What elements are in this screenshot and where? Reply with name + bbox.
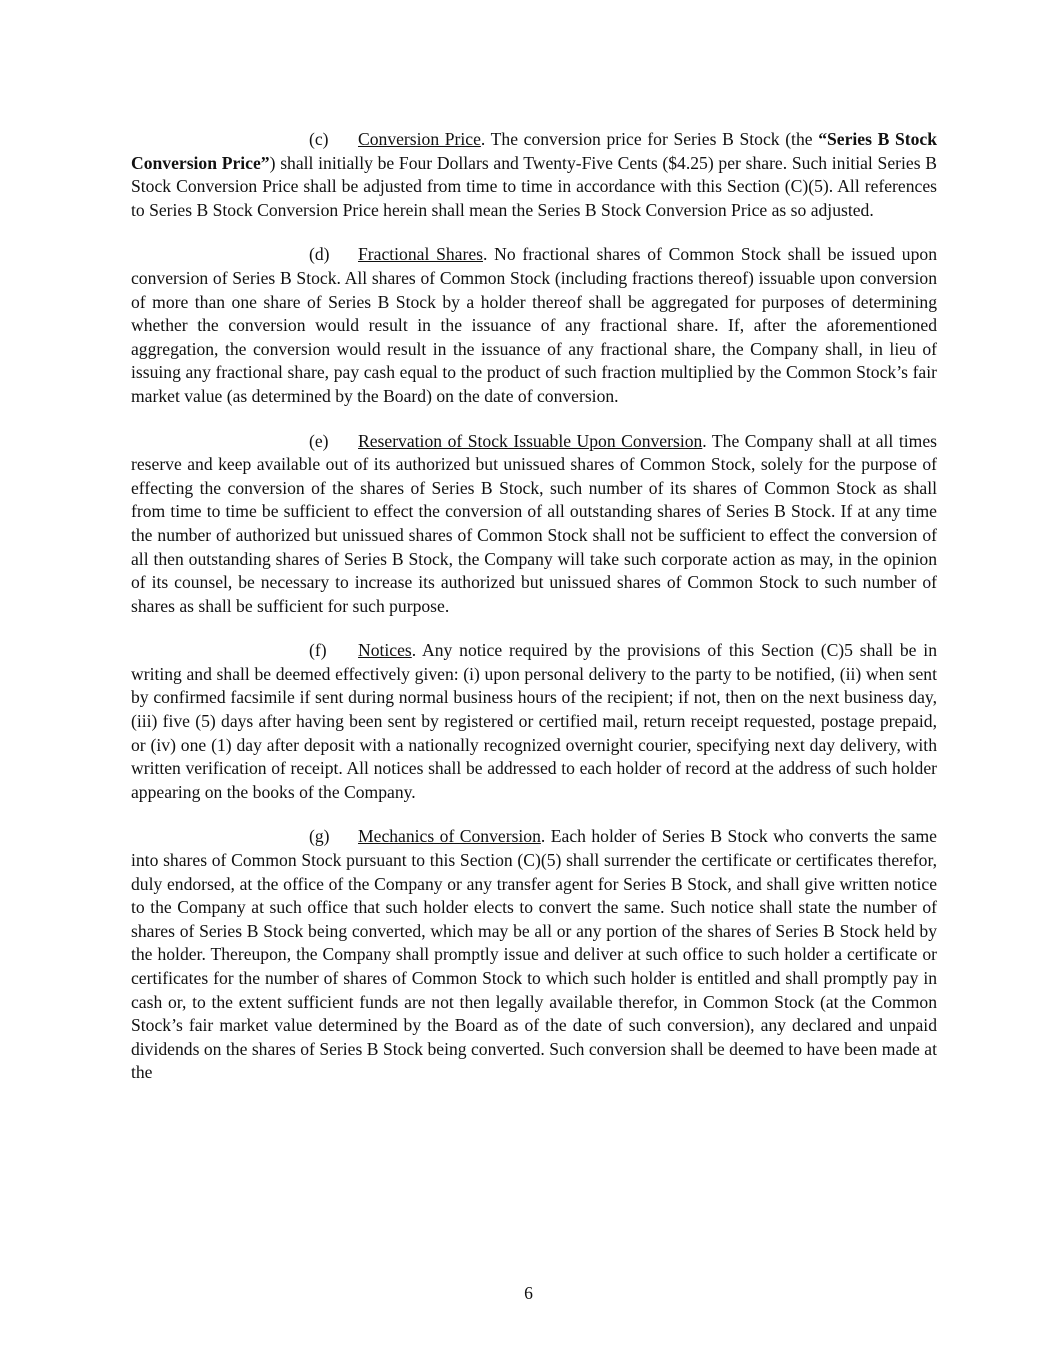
section-heading: Conversion Price: [358, 129, 481, 149]
paragraph-fractional-shares: (d) Fractional Shares. No fractional shares of Common Stock shall be issued upon conversion of Series B Stock. All shares of Common Stock (including fractions thereof) issuable upon conversion of more than one share of Series B Stock by a holder thereof shall be aggregated for purposes of determining whether the conversion would result in the issuance of any fractional share. If, after the aforementioned aggregation, the conversion would result in the issuance of any fractional share, the Company shall, in lieu of issuing any fractional share, pay cash equal to the product of such fraction multiplied by the Common Stock’s fair market value (as determined by the Board) on the date of conversion.: [131, 244, 937, 406]
paragraph-text: The conversion price for Series B Stock (the: [485, 129, 819, 149]
paragraph-number: (g): [309, 826, 330, 847]
paragraph-notices: (f) Notices. Any notice required by the provisions of this Section (C)5 shall be in writing and shall be deemed effectively given: (i) upon personal delivery to the party to be notified, (ii) when sent by confirmed facsimile if sent during normal business hours of the recipient; if not, then on the next business day, (iii) five (5) days after having been sent by registered or certified mail, return receipt requested, postage prepaid, or (iv) one (1) day after deposit with a nationally recognized overnight courier, specifying next day delivery, with written verification of receipt. All notices shall be addressed to each holder of record at the address of such holder appearing on the books of the Company.: [131, 640, 937, 802]
paragraph-mechanics-of-conversion: (g) Mechanics of Conversion. Each holder of Series B Stock who converts the same into shares of Common Stock pursuant to this Section (C)(5) shall surrender the certificate or certificates therefor, duly endorsed, at the office of the Company or any transfer agent for Series B Stock, and shall give written notice to the Company at such office that such holder elects to convert the same. Such notice shall state the number of shares of Series B Stock being converted, which may be all or any portion of the shares of Series B Stock held by the holder. Thereupon, the Company shall promptly issue and deliver at such office to such holder a certificate or certificates for the number of shares of Common Stock to which such holder is entitled and shall promptly pay in cash or, to the extent sufficient funds are not then legally available therefor, in Common Stock (at the Common Stock’s fair market value determined by the Board as of the date of such conversion), any declared and unpaid dividends on the shares of Series B Stock being converted. Such conversion shall be deemed to have been made at the: [131, 826, 937, 1083]
paragraph-number: (f): [309, 640, 327, 661]
paragraph-text: Any notice required by the provisions of this Section (C)5 shall be in writing and shall be deemed effectively given: (i) upon personal delivery to the party to be notified, (ii) when sent by confirmed facsimile if sent during normal business hours of the recipient; if not, then on the next business day, (iii) five (5) days after having been sent by registered or certified mail, return receipt requested, postage prepaid, or (iv) one (1) day after deposit with a nationally recognized overnight courier, specifying next day delivery, with written verification of receipt. All notices shall be addressed to each holder of record at the address of such holder appearing on the books of the Company.: [131, 640, 937, 802]
page-number: 6: [524, 1283, 533, 1303]
paragraph-text: ) shall initially be Four Dollars and Twenty-Five Cents ($4.25) per share. Such initial Series B Stock Conversion Price shall be adjusted from time to time in accordance with this Section (C)(5). All references to Series B Stock Conversion Price herein shall mean the Series B Stock Conversion Price as so adjusted.: [131, 152, 937, 220]
paragraph-text: No fractional shares of Common Stock shall be issued upon conversion of Series B Stock. All shares of Common Stock (including fractions thereof) issuable upon conversion of more than one share of Series B Stock by a holder thereof shall be aggregated for purposes of determining whether the conversion would result in the issuance of any fractional share. If, after the aforementioned aggregation, the conversion would result in the issuance of any fractional share, the Company shall, in lieu of issuing any fractional share, pay cash equal to the product of such fraction multiplied by the Common Stock’s fair market value (as determined by the Board) on the date of conversion.: [131, 244, 937, 406]
paragraph-number: (c): [309, 129, 329, 149]
section-heading: Notices: [358, 640, 412, 661]
paragraph-reservation-of-stock: (e) Reservation of Stock Issuable Upon Conversion. The Company shall at all times reserve and keep available out of its authorized but unissued shares of Common Stock, solely for the purpose of effecting the conversion of the shares of Series B Stock, such number of its shares of Common Stock as shall from time to time be sufficient to effect the conversion of all outstanding shares of Series B Stock. If at any time the number of authorized but unissued shares of Common Stock shall not be sufficient to effect the conversion of all then outstanding shares of Series B Stock, the Company will take such corporate action as may, in the opinion of its counsel, be necessary to increase its authorized but unissued shares of Common Stock to such number of shares as shall be sufficient for such purpose.: [131, 430, 937, 616]
paragraph-text: The Company shall at all times reserve and keep available out of its authorized but unissued shares of Common Stock, solely for the purpose of effecting the conversion of the shares of Series B Stock, such number of its shares of Common Stock as shall from time to time be sufficient to effect the conversion of all outstanding shares of Series B Stock. If at any time the number of authorized but unissued shares of Common Stock shall not be sufficient to effect the conversion of all then outstanding shares of Series B Stock, the Company will take such corporate action as may, in the opinion of its counsel, be necessary to increase its authorized but unissued shares of Common Stock to such number of shares as shall be sufficient for such purpose.: [131, 430, 937, 616]
paragraph-number: (d): [309, 244, 330, 265]
section-heading: Reservation of Stock Issuable Upon Conversion: [358, 430, 703, 451]
defined-term: “Series B Stock Conversion Price”: [131, 129, 938, 173]
section-heading: Mechanics of Conversion: [358, 826, 541, 847]
document-body: [131, 128, 937, 1106]
paragraph-conversion-price: (c) Conversion Price. The conversion price for Series B Stock (the “Series B Stock Conversion Price”) shall initially be Four Dollars and Twenty-Five Cents ($4.25) per share. Such initial Series B Stock Conversion Price shall be adjusted from time to time in accordance with this Section (C)(5). All references to Series B Stock Conversion Price herein shall mean the Series B Stock Conversion Price as so adjusted.: [131, 129, 938, 220]
section-heading: Fractional Shares: [358, 244, 483, 265]
paragraph-number: (e): [309, 430, 329, 451]
paragraph-text: Each holder of Series B Stock who converts the same into shares of Common Stock pursuant to this Section (C)(5) shall surrender the certificate or certificates therefor, duly endorsed, at the office of the Company or any transfer agent for Series B Stock, and shall give written notice to the Company at such office that such holder elects to convert the same. Such notice shall state the number of shares of Series B Stock being converted, which may be all or any portion of the shares of Series B Stock held by the holder. Thereupon, the Company shall promptly issue and deliver at such office to such holder a certificate or certificates for the number of shares of Common Stock to which such holder is entitled and shall promptly pay in cash or, to the extent sufficient funds are not then legally available therefor, in Common Stock (at the Common Stock’s fair market value determined by the Board as of the date of such conversion), any declared and unpaid dividends on the shares of Series B Stock being converted. Such conversion shall be deemed to have been made at the: [131, 826, 937, 1083]
